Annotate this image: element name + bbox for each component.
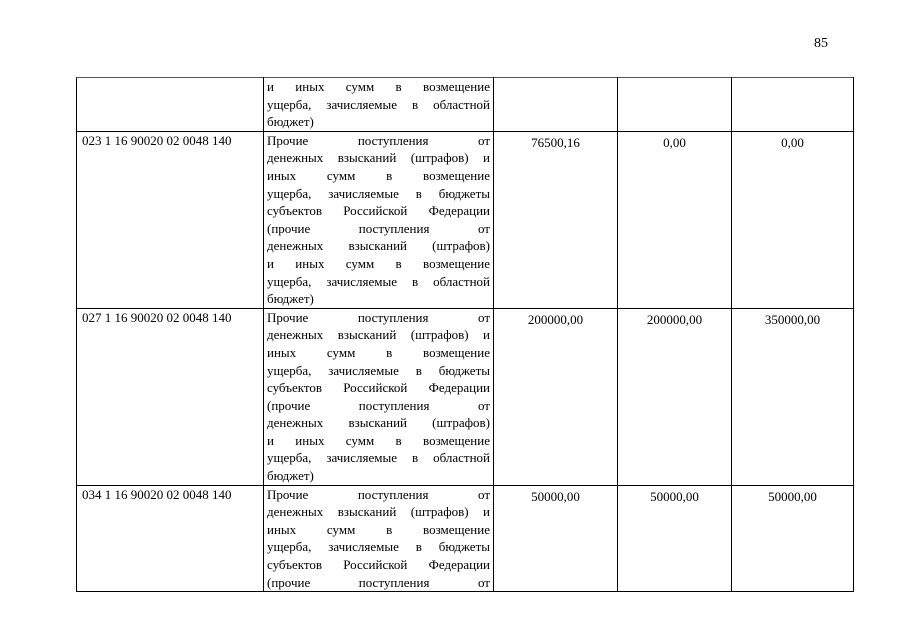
value-cell: 200000,00	[618, 308, 732, 485]
description-line: ущерба, зачисляемые в областной	[267, 96, 490, 112]
description-line: денежных взысканий (штрафов)	[267, 238, 490, 254]
description-line: ущерба, зачисляемые в бюджеты	[267, 362, 490, 378]
value-cell: 50000,00	[494, 485, 618, 592]
description-line: (прочие поступления от	[267, 220, 490, 236]
value-cell: 0,00	[732, 131, 854, 308]
table-row	[77, 131, 854, 308]
description-line: субъектов Российской Федерации	[267, 203, 490, 219]
description-line: и иных сумм в возмещение	[267, 255, 490, 271]
value-cell: 0,00	[618, 131, 732, 308]
value-cell	[618, 78, 732, 132]
description-line: иных сумм в возмещение	[267, 167, 490, 183]
description-line: Прочие поступления от	[267, 132, 490, 148]
description-cell	[264, 78, 494, 132]
revenue-table	[76, 77, 854, 592]
description-line: (прочие поступления от	[267, 574, 490, 590]
description-line: (прочие поступления от	[267, 397, 490, 413]
budget-code-cell: 027 1 16 90020 02 0048 140	[77, 308, 264, 485]
description-line: субъектов Российской Федерации	[267, 557, 490, 573]
value-cell: 350000,00	[732, 308, 854, 485]
description-line: ущерба, зачисляемые в бюджеты	[267, 185, 490, 201]
table-row	[77, 308, 854, 485]
value-cell: 50000,00	[732, 485, 854, 592]
description-line: и иных сумм в возмещение	[267, 79, 490, 94]
budget-code-cell: 034 1 16 90020 02 0048 140	[77, 485, 264, 592]
description-line: ущерба, зачисляемые в областной	[267, 273, 490, 289]
value-cell	[494, 78, 618, 132]
description-line: денежных взысканий (штрафов) и	[267, 504, 490, 520]
description-line: бюджет)	[267, 291, 314, 307]
description-line: бюджет)	[267, 114, 314, 130]
description-line: иных сумм в возмещение	[267, 521, 490, 537]
value-cell: 50000,00	[618, 485, 732, 592]
value-cell	[732, 78, 854, 132]
value-cell: 76500,16	[494, 131, 618, 308]
description-line: ущерба, зачисляемые в областной	[267, 450, 490, 466]
description-line: денежных взысканий (штрафов) и	[267, 327, 490, 343]
description-line: бюджет)	[267, 468, 314, 484]
description-line: ущерба, зачисляемые в бюджеты	[267, 539, 490, 555]
description-line: субъектов Российской Федерации	[267, 380, 490, 396]
budget-code-cell	[77, 78, 264, 132]
description-line: Прочие поступления от	[267, 486, 490, 502]
description-cell	[264, 485, 494, 592]
table-row	[77, 78, 854, 132]
description-cell	[264, 131, 494, 308]
description-cell	[264, 308, 494, 485]
table-row	[77, 485, 854, 592]
page-number: 85	[814, 36, 828, 51]
description-line: и иных сумм в возмещение	[267, 432, 490, 448]
value-cell: 200000,00	[494, 308, 618, 485]
description-line: денежных взысканий (штрафов) и	[267, 150, 490, 166]
budget-code-cell: 023 1 16 90020 02 0048 140	[77, 131, 264, 308]
description-line: иных сумм в возмещение	[267, 344, 490, 360]
description-line: Прочие поступления от	[267, 309, 490, 325]
description-line: денежных взысканий (штрафов)	[267, 415, 490, 431]
